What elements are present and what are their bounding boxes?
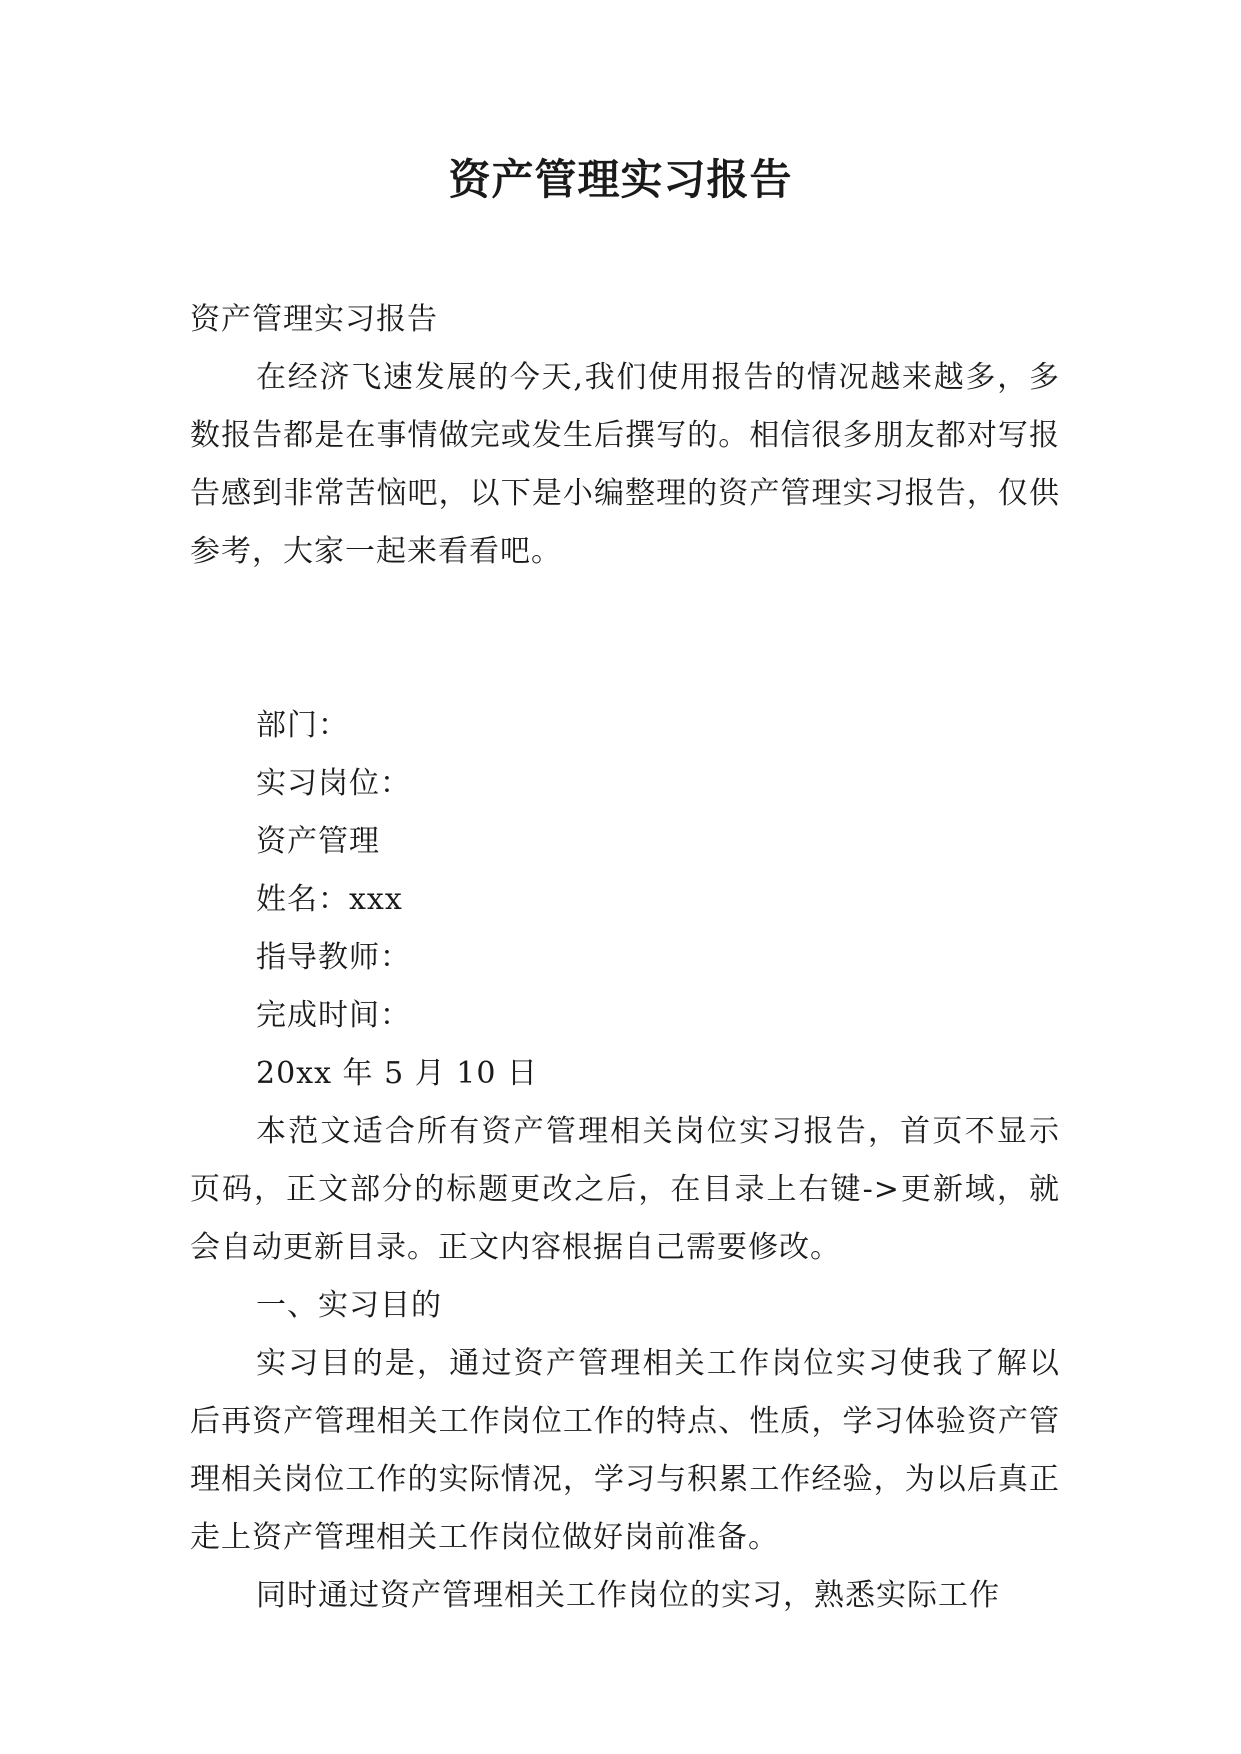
report-subtitle: 资产管理实习报告 [190, 302, 438, 337]
document-body [190, 291, 1060, 1625]
template-note-paragraph: 本范文适合所有资产管理相关岗位实习报告，首页不显示页码，正文部分的标题更改之后，在目录上右键->更新域，就会自动更新目录。正文内容根据自己需要修改。 [190, 1114, 1060, 1265]
advisor-field: 指导教师： [256, 940, 411, 975]
completion-time-label: 完成时间： [256, 998, 411, 1033]
position-value: 资产管理 [256, 824, 380, 859]
purpose-continuation-paragraph: 同时通过资产管理相关工作岗位的实习，熟悉实际工作 [256, 1578, 1000, 1613]
section-heading-purpose: 一、实习目的 [256, 1288, 442, 1323]
intro-paragraph: 在经济飞速发展的今天,我们使用报告的情况越来越多，多数报告都是在事情做完或发生后撰写的。相信很多朋友都对写报告感到非常苦恼吧，以下是小编整理的资产管理实习报告，仅供参考，大家一起来看看吧。 [190, 360, 1060, 569]
blank-space [190, 581, 1060, 697]
completion-date: 20xx 年 5 月 10 日 [256, 1056, 538, 1091]
department-field: 部门： [256, 708, 349, 743]
position-label: 实习岗位： [256, 766, 411, 801]
purpose-paragraph: 实习目的是，通过资产管理相关工作岗位实习使我了解以后再资产管理相关工作岗位工作的特点、性质，学习体验资产管理相关岗位工作的实际情况，学习与积累工作经验，为以后真正走上资产管理相关工作岗位做好岗前准备。 [190, 1346, 1060, 1555]
document-title: 资产管理实习报告 [448, 155, 793, 204]
name-field: 姓名：xxx [256, 882, 403, 917]
